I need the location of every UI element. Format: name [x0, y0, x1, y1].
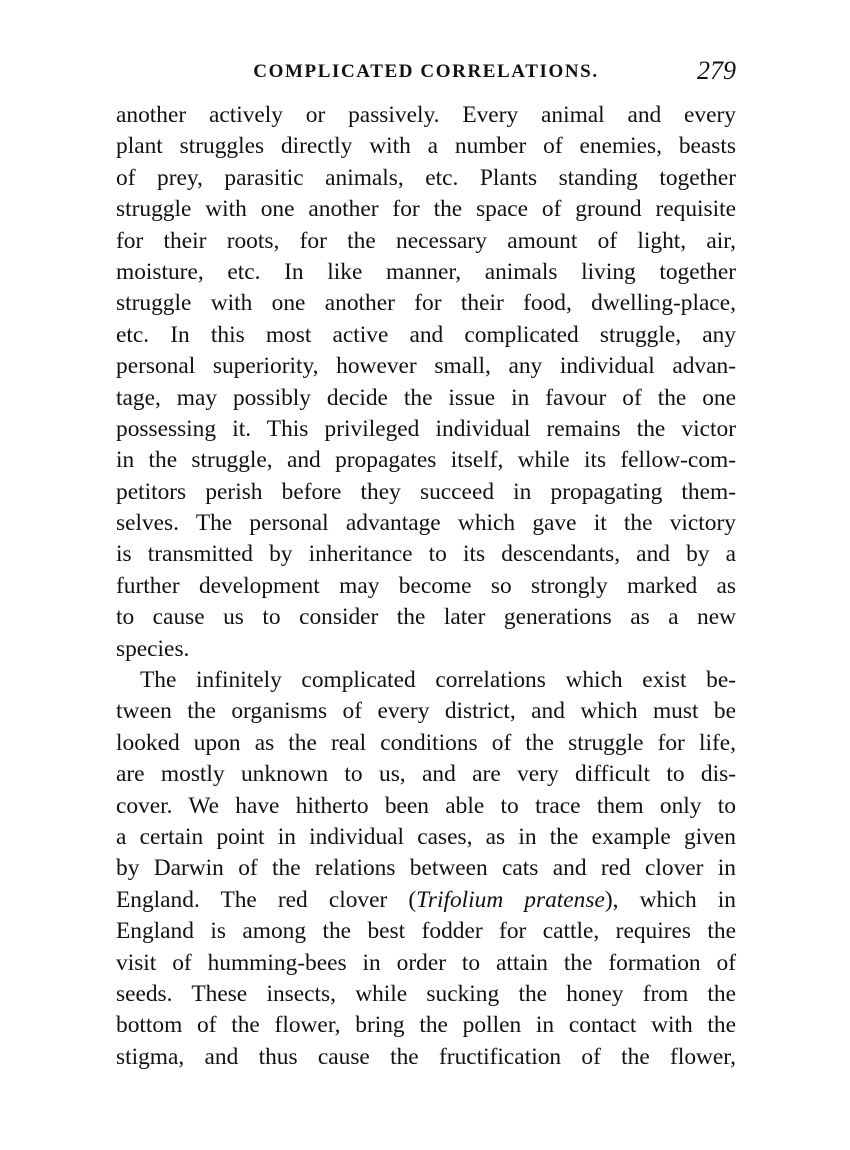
- text-line: species.: [116, 635, 190, 662]
- text-line: etc. In this most active and complicated struggle, any: [116, 321, 736, 348]
- text-line: is transmitted by inheritance to its descendants, and by a: [116, 541, 736, 568]
- text-line: tage, may possibly decide the issue in favour of the one: [116, 384, 736, 411]
- running-header: [116, 58, 736, 88]
- text-line: England is among the best fodder for cattle, requires the: [116, 918, 736, 945]
- text-line: cover. We have hitherto been able to trace them only to: [116, 792, 736, 819]
- text-line: petitors perish before they succeed in propagating them-: [116, 478, 736, 505]
- text-line: for their roots, for the necessary amount of light, air,: [116, 227, 736, 254]
- running-title: COMPLICATED CORRELATIONS.: [253, 61, 599, 82]
- text-line: in the struggle, and propagates itself, while its fellow-com-: [116, 447, 736, 474]
- italic-species-name: Trifolium pratense: [416, 886, 605, 913]
- page-number: 279: [697, 56, 736, 85]
- text-line: struggle with one another for the space of ground requisite: [116, 196, 736, 223]
- text-line-with-italic: [116, 885, 736, 916]
- text-line: by Darwin of the relations between cats and red clover in: [116, 855, 736, 882]
- text-line: to cause us to consider the later generations as a new: [116, 604, 736, 631]
- text-line: further development may become so strongly marked as: [116, 572, 736, 599]
- text-line: plant struggles directly with a number of enemies, beasts: [116, 133, 736, 160]
- text-line: moisture, etc. In like manner, animals living together: [116, 258, 736, 285]
- text-line: tween the organisms of every district, and which must be: [116, 698, 736, 725]
- text-line: looked upon as the real conditions of the struggle for life,: [116, 729, 736, 756]
- text-line: struggle with one another for their food, dwelling-place,: [116, 290, 736, 317]
- text-line: The infinitely complicated correlations which exist be-: [140, 667, 736, 694]
- text-line: bottom of the flower, bring the pollen in contact with the: [116, 1012, 736, 1039]
- text-line: personal superiority, however small, any individual advan-: [116, 353, 736, 380]
- text-line: of prey, parasitic animals, etc. Plants standing together: [116, 164, 736, 191]
- text-line: visit of humming-bees in order to attain the formation of: [116, 949, 736, 976]
- text-line: seeds. These insects, while sucking the honey from the: [116, 980, 736, 1007]
- text-line: a certain point in individual cases, as in the example given: [116, 823, 736, 850]
- text-segment: England. The red clover (: [116, 886, 417, 913]
- body-text: [116, 100, 736, 1073]
- text-line: possessing it. This privileged individual remains the victor: [116, 415, 736, 442]
- text-line: another actively or passively. Every animal and every: [116, 102, 736, 128]
- text-segment: ), which in: [604, 886, 736, 913]
- text-line: stigma, and thus cause the fructification of the flower,: [116, 1043, 736, 1070]
- text-line: selves. The personal advantage which gave it the victory: [116, 510, 736, 537]
- text-line: are mostly unknown to us, and are very difficult to dis-: [116, 761, 736, 788]
